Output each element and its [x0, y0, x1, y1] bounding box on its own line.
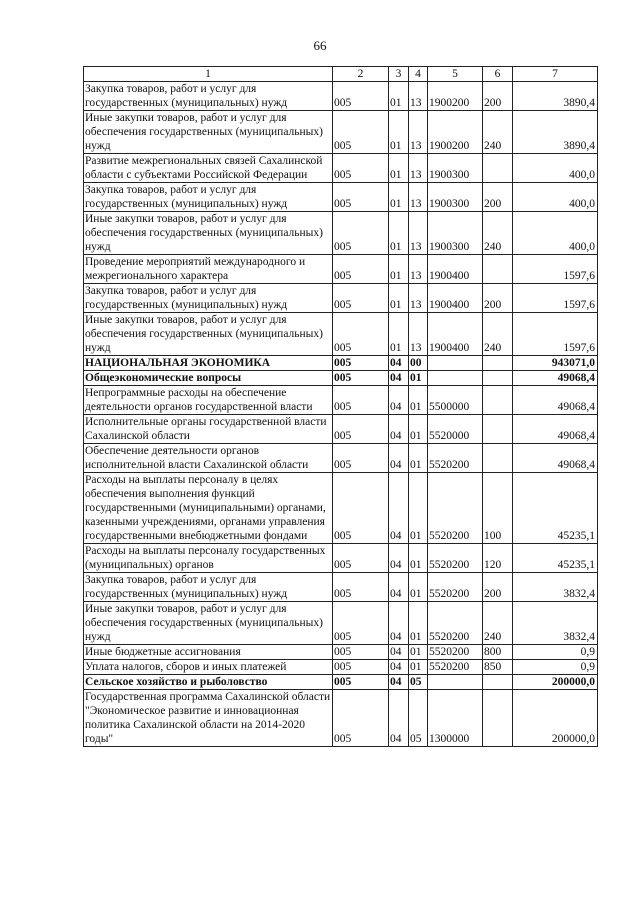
row-code-6-cell [483, 415, 513, 444]
table-row [84, 415, 598, 444]
row-name-cell: Иные закупки товаров, работ и услуг для обеспечения государственных (муниципальных) нужд [84, 602, 333, 645]
row-code-2-cell: 005 [333, 573, 389, 602]
row-code-3-cell: 01 [389, 284, 409, 313]
row-code-2-cell: 005 [333, 212, 389, 255]
row-code-6-cell: 240 [483, 111, 513, 154]
header-col-2: 2 [333, 67, 389, 82]
row-amount-cell: 3890,4 [513, 111, 598, 154]
row-code-3-cell: 04 [389, 602, 409, 645]
row-code-5-cell: 5520200 [428, 602, 483, 645]
header-col-4: 4 [409, 67, 428, 82]
row-amount-cell: 49068,4 [513, 386, 598, 415]
row-code-2-cell: 005 [333, 444, 389, 473]
row-amount-cell: 400,0 [513, 212, 598, 255]
table-row [84, 645, 598, 660]
row-code-6-cell: 240 [483, 602, 513, 645]
row-amount-cell: 1597,6 [513, 284, 598, 313]
row-code-6-cell [483, 154, 513, 183]
table-row [84, 473, 598, 544]
row-code-3-cell: 04 [389, 645, 409, 660]
row-code-4-cell: 13 [409, 154, 428, 183]
table-row [84, 371, 598, 386]
row-amount-cell: 1597,6 [513, 313, 598, 356]
row-code-4-cell: 00 [409, 356, 428, 371]
table-row [84, 82, 598, 111]
row-code-4-cell: 13 [409, 284, 428, 313]
row-amount-cell: 200000,0 [513, 690, 598, 747]
row-code-2-cell: 005 [333, 255, 389, 284]
row-code-4-cell: 05 [409, 690, 428, 747]
row-code-2-cell: 005 [333, 386, 389, 415]
row-code-3-cell: 04 [389, 675, 409, 690]
row-code-6-cell: 200 [483, 573, 513, 602]
row-name-cell: Закупка товаров, работ и услуг для государственных (муниципальных) нужд [84, 284, 333, 313]
row-amount-cell: 1597,6 [513, 255, 598, 284]
row-code-5-cell [428, 371, 483, 386]
row-code-2-cell: 005 [333, 544, 389, 573]
row-code-6-cell [483, 444, 513, 473]
row-code-4-cell: 01 [409, 602, 428, 645]
row-code-3-cell: 04 [389, 386, 409, 415]
row-amount-cell: 49068,4 [513, 415, 598, 444]
row-code-4-cell: 01 [409, 444, 428, 473]
row-name-cell: Закупка товаров, работ и услуг для государственных (муниципальных) нужд [84, 573, 333, 602]
row-amount-cell: 400,0 [513, 154, 598, 183]
row-code-4-cell: 01 [409, 371, 428, 386]
row-code-5-cell: 5520200 [428, 573, 483, 602]
row-code-5-cell: 1900200 [428, 111, 483, 154]
row-name-cell: Иные бюджетные ассигнования [84, 645, 333, 660]
row-code-2-cell: 005 [333, 313, 389, 356]
table-row [84, 690, 598, 747]
row-code-3-cell: 01 [389, 313, 409, 356]
row-name-cell: Расходы на выплаты персоналу государственных (муниципальных) органов [84, 544, 333, 573]
row-code-6-cell [483, 356, 513, 371]
row-code-6-cell [483, 690, 513, 747]
row-code-2-cell: 005 [333, 690, 389, 747]
row-code-6-cell: 200 [483, 284, 513, 313]
row-code-4-cell: 01 [409, 544, 428, 573]
row-code-3-cell: 01 [389, 255, 409, 284]
row-code-2-cell: 005 [333, 660, 389, 675]
row-code-2-cell: 005 [333, 602, 389, 645]
row-code-6-cell [483, 675, 513, 690]
header-col-6: 6 [483, 67, 513, 82]
row-amount-cell: 3832,4 [513, 602, 598, 645]
row-code-3-cell: 01 [389, 154, 409, 183]
row-code-3-cell: 01 [389, 212, 409, 255]
row-code-5-cell: 1900400 [428, 255, 483, 284]
row-code-3-cell: 04 [389, 415, 409, 444]
row-code-3-cell: 04 [389, 473, 409, 544]
row-code-2-cell: 005 [333, 675, 389, 690]
row-amount-cell: 49068,4 [513, 444, 598, 473]
row-code-6-cell [483, 371, 513, 386]
table-row [84, 356, 598, 371]
row-code-5-cell: 5520200 [428, 544, 483, 573]
row-name-cell: Обеспечение деятельности органов исполнительной власти Сахалинской области [84, 444, 333, 473]
table-row [84, 284, 598, 313]
row-code-3-cell: 04 [389, 660, 409, 675]
row-code-2-cell: 005 [333, 645, 389, 660]
row-name-cell: Закупка товаров, работ и услуг для государственных (муниципальных) нужд [84, 82, 333, 111]
table-row [84, 212, 598, 255]
row-code-3-cell: 04 [389, 544, 409, 573]
row-code-5-cell: 5520000 [428, 415, 483, 444]
row-code-4-cell: 13 [409, 183, 428, 212]
row-code-4-cell: 01 [409, 473, 428, 544]
row-name-cell: Государственная программа Сахалинской области "Экономическое развитие и инновационная политика Сахалинской области на 2014-2020 годы" [84, 690, 333, 747]
row-code-2-cell: 005 [333, 356, 389, 371]
row-code-4-cell: 01 [409, 660, 428, 675]
row-code-4-cell: 01 [409, 645, 428, 660]
row-code-3-cell: 01 [389, 183, 409, 212]
row-code-3-cell: 04 [389, 573, 409, 602]
table-row [84, 602, 598, 645]
row-code-3-cell: 01 [389, 111, 409, 154]
row-name-cell: Иные закупки товаров, работ и услуг для обеспечения государственных (муниципальных) нужд [84, 212, 333, 255]
row-code-5-cell: 5520200 [428, 473, 483, 544]
row-amount-cell: 45235,1 [513, 473, 598, 544]
row-code-5-cell: 1900400 [428, 284, 483, 313]
row-code-2-cell: 005 [333, 82, 389, 111]
row-code-4-cell: 05 [409, 675, 428, 690]
table-row [84, 660, 598, 675]
table-row [84, 573, 598, 602]
row-code-2-cell: 005 [333, 154, 389, 183]
row-code-6-cell: 100 [483, 473, 513, 544]
row-code-5-cell: 1900300 [428, 212, 483, 255]
table-row [84, 675, 598, 690]
row-code-4-cell: 13 [409, 82, 428, 111]
row-amount-cell: 3890,4 [513, 82, 598, 111]
row-code-5-cell: 5520200 [428, 444, 483, 473]
row-code-5-cell: 5500000 [428, 386, 483, 415]
row-code-4-cell: 13 [409, 313, 428, 356]
row-name-cell: Уплата налогов, сборов и иных платежей [84, 660, 333, 675]
header-col-7: 7 [513, 67, 598, 82]
row-amount-cell: 49068,4 [513, 371, 598, 386]
row-code-5-cell: 1900400 [428, 313, 483, 356]
row-code-6-cell [483, 255, 513, 284]
row-code-3-cell: 04 [389, 371, 409, 386]
row-code-6-cell [483, 386, 513, 415]
row-code-5-cell: 1900300 [428, 183, 483, 212]
row-code-6-cell: 200 [483, 183, 513, 212]
row-code-4-cell: 13 [409, 111, 428, 154]
table-row [84, 255, 598, 284]
row-code-6-cell: 200 [483, 82, 513, 111]
row-name-cell: Исполнительные органы государственной власти Сахалинской области [84, 415, 333, 444]
row-code-4-cell: 01 [409, 415, 428, 444]
row-amount-cell: 943071,0 [513, 356, 598, 371]
row-name-cell: Сельское хозяйство и рыболовство [84, 675, 333, 690]
row-code-4-cell: 13 [409, 212, 428, 255]
row-name-cell: Иные закупки товаров, работ и услуг для обеспечения государственных (муниципальных) нужд [84, 313, 333, 356]
row-code-5-cell: 1900200 [428, 82, 483, 111]
row-name-cell: Расходы на выплаты персоналу в целях обеспечения выполнения функций государственными (муниципальными) органами, казенными учреждениями, органами управления государственными внебюджетными фондами [84, 473, 333, 544]
row-amount-cell: 45235,1 [513, 544, 598, 573]
row-code-6-cell: 240 [483, 313, 513, 356]
row-amount-cell: 0,9 [513, 660, 598, 675]
row-code-5-cell [428, 675, 483, 690]
row-name-cell: Развитие межрегиональных связей Сахалинской области с субъектами Российской Федерации [84, 154, 333, 183]
row-code-5-cell: 1300000 [428, 690, 483, 747]
row-amount-cell: 3832,4 [513, 573, 598, 602]
row-code-6-cell: 800 [483, 645, 513, 660]
row-code-2-cell: 005 [333, 371, 389, 386]
row-code-6-cell: 240 [483, 212, 513, 255]
row-name-cell: Закупка товаров, работ и услуг для государственных (муниципальных) нужд [84, 183, 333, 212]
row-code-2-cell: 005 [333, 473, 389, 544]
row-amount-cell: 200000,0 [513, 675, 598, 690]
row-code-6-cell: 120 [483, 544, 513, 573]
row-code-4-cell: 13 [409, 255, 428, 284]
table-row [84, 183, 598, 212]
row-code-4-cell: 01 [409, 573, 428, 602]
row-code-5-cell: 5520200 [428, 645, 483, 660]
table-row [84, 111, 598, 154]
row-code-6-cell: 850 [483, 660, 513, 675]
row-name-cell: Иные закупки товаров, работ и услуг для обеспечения государственных (муниципальных) нужд [84, 111, 333, 154]
row-code-3-cell: 04 [389, 690, 409, 747]
row-code-5-cell: 5520200 [428, 660, 483, 675]
row-code-2-cell: 005 [333, 183, 389, 212]
row-code-2-cell: 005 [333, 415, 389, 444]
table-row [84, 154, 598, 183]
row-code-5-cell [428, 356, 483, 371]
row-name-cell: Непрограммные расходы на обеспечение деятельности органов государственной власти [84, 386, 333, 415]
page-number: 66 [313, 38, 327, 53]
row-code-2-cell: 005 [333, 284, 389, 313]
row-amount-cell: 0,9 [513, 645, 598, 660]
row-code-5-cell: 1900300 [428, 154, 483, 183]
header-col-3: 3 [389, 67, 409, 82]
row-name-cell: Общеэкономические вопросы [84, 371, 333, 386]
header-col-5: 5 [428, 67, 483, 82]
row-code-2-cell: 005 [333, 111, 389, 154]
table-header-row [84, 67, 598, 82]
header-col-1: 1 [84, 67, 333, 82]
row-name-cell: Проведение мероприятий международного и межрегионального характера [84, 255, 333, 284]
table-body [84, 82, 598, 747]
row-code-3-cell: 04 [389, 356, 409, 371]
table-row [84, 386, 598, 415]
row-code-3-cell: 04 [389, 444, 409, 473]
budget-table [83, 66, 598, 747]
row-code-4-cell: 01 [409, 386, 428, 415]
table-row [84, 544, 598, 573]
row-code-3-cell: 01 [389, 82, 409, 111]
row-name-cell: НАЦИОНАЛЬНАЯ ЭКОНОМИКА [84, 356, 333, 371]
table-row [84, 313, 598, 356]
row-amount-cell: 400,0 [513, 183, 598, 212]
table-row [84, 444, 598, 473]
